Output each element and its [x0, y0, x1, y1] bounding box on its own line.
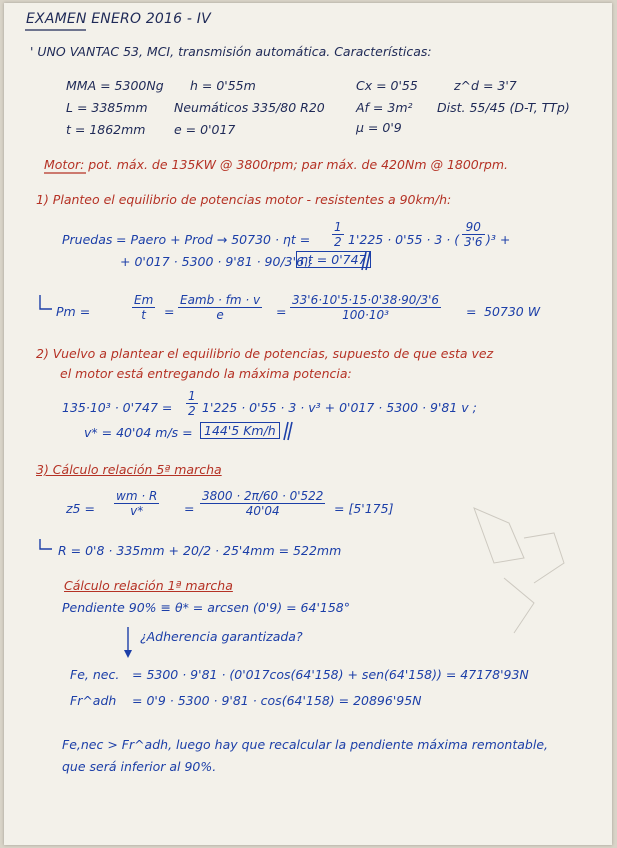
s1-pm-frac3 [290, 293, 441, 322]
s1-speed-den: 3'6 [464, 235, 483, 249]
s2-eq1-right: 1'225 · 0'55 · 3 · v³ + 0'017 · 5300 · 9'81 v ; [202, 400, 477, 415]
s3-fe-eq: = 5300 · 9'81 · (0'017cos(64'158) + sen(64'158)) = 47178'93N [132, 667, 529, 682]
s1-pm-label: Pm = [56, 304, 91, 319]
s1-pm-f2-num: Eamb · fm · v [180, 293, 261, 307]
s2-eq1-left: 135·10³ · 0'747 = [62, 400, 173, 415]
spec-e: e = 0'017 [174, 122, 236, 137]
spec-cx: Cx = 0'55 [356, 78, 418, 93]
spec-zd: z^d = 3'7 [454, 78, 517, 93]
s3-fe-label: Fe, nec. [70, 667, 120, 682]
s3-fr-eq: = 0'9 · 5300 · 9'81 · cos(64'158) = 20896'95N [132, 693, 422, 708]
s3-sub-title: Cálculo relación 1ª marcha [64, 578, 233, 593]
s3-conclusion-l1: Fe,nec > Fr^adh, luego hay que recalcular la pendiente máxima remontable, [62, 737, 548, 752]
section2-title-l2: el motor está entregando la máxima potencia: [60, 366, 352, 381]
spec-mu: μ = 0'9 [356, 120, 402, 135]
s1-eq1-left: Pruedas [62, 232, 113, 247]
s1-eq2: + 0'017 · 5300 · 9'81 · 90/3'6 ; [120, 254, 313, 269]
show-through-sketch [474, 508, 564, 633]
s1-pm-result: 50730 W [484, 304, 541, 319]
s1-pm-f1-den: t [141, 308, 146, 322]
s3-z5-f1-num: wm · R [116, 489, 158, 503]
s3-z5-f1-den: v* [130, 504, 144, 518]
exam-sheet [4, 3, 612, 845]
spec-t: t = 1862mm [66, 122, 146, 137]
s1-pm-f3-den: 100·10³ [342, 308, 389, 322]
s3-z5-f2-den: 40'04 [245, 504, 280, 518]
s3-z5-eq: = [184, 501, 195, 516]
s1-pm-frac2 [178, 293, 262, 322]
result-bar [284, 422, 288, 440]
s1-pm-f2-den: e [216, 308, 224, 322]
s1-eq1-half [332, 220, 344, 249]
spec-h: h = 0'55m [190, 78, 256, 93]
intro-line: ' UNO VANTAC 53, MCI, transmisión automática. Características: [30, 44, 432, 59]
spec-mma: MMA = 5300Ng [66, 78, 164, 93]
s1-pm-frac1 [132, 293, 155, 322]
s3-z5-result: = [5'175] [334, 501, 394, 516]
result-bar [288, 422, 292, 440]
s3-z5-label: z5 = [66, 501, 95, 516]
s3-adherencia: ¿Adherencia garantizada? [140, 629, 303, 644]
section1-title: 1) Planteo el equilibrio de potencias motor - resistentes a 90km/h: [36, 192, 452, 207]
s2-half-den: 2 [188, 404, 196, 418]
spec-neumaticos: Neumáticos 335/80 R20 [174, 100, 325, 115]
motor-line: Motor: pot. máx. de 135KW @ 3800rpm; par máx. de 420Nm @ 1800rpm. [44, 157, 508, 172]
section3-title: 3) Cálculo relación 5ª marcha [36, 462, 222, 477]
spec-l: L = 3385mm [66, 100, 148, 115]
s1-pm-f1-num: Em [134, 293, 154, 307]
s3-z5-frac1 [114, 489, 159, 518]
s1-eq1-close: )³ + [486, 232, 511, 247]
s1-half-den: 2 [334, 235, 342, 249]
s3-z5-frac2 [200, 489, 325, 518]
spec-dist: Dist. 55/45 (D-T, TTp) [437, 100, 570, 115]
s1-eq1-terms: 1'225 · 0'55 · 3 · ( [348, 232, 460, 247]
section2-title-l1: 2) Vuelvo a plantear el equilibrio de potencias, supuesto de que esta vez [36, 346, 494, 361]
adherence-arrowhead [124, 650, 132, 658]
s1-eq2-result: ηt = 0'747 [296, 251, 371, 268]
s2-half-num: 1 [188, 389, 196, 403]
s2-eq2-result: 144'5 Km/h [200, 422, 280, 439]
s3-z5-f2-num: 3800 · 2π/60 · 0'522 [202, 489, 324, 503]
s1-speed-num: 90 [462, 220, 485, 235]
s1-pm-f3-num: 33'6·10'5·15·0'38·90/3'6 [292, 293, 440, 307]
s1-pm-eq-a: = [164, 304, 175, 319]
exam-title: EXAMEN ENERO 2016 - IV [26, 11, 211, 27]
s3-pendiente: Pendiente 90% ≡ θ* = arcsen (0'9) = 64'158° [62, 600, 350, 615]
s1-half-num: 1 [334, 220, 342, 234]
s3-conclusion-l2: que será inferior al 90%. [62, 759, 217, 774]
arrow-r [40, 539, 52, 549]
s1-pm-eq-b: = [276, 304, 287, 319]
s2-eq2-left: v* = 40'04 m/s = [84, 425, 193, 440]
s2-eq1-half [186, 389, 198, 418]
s3-r-line: R = 0'8 · 335mm + 20/2 · 25'4mm = 522mm [58, 543, 342, 558]
s1-pm-eq-c: = [466, 304, 477, 319]
arrow-pm [40, 295, 52, 309]
s1-eq1-speed-frac [462, 220, 485, 249]
spec-af: Af = 3m² [356, 100, 413, 115]
s1-eq1-mid: = Paero + Prod → 50730 · ηt = [116, 232, 311, 247]
s3-fr-label: Fr^adh [70, 693, 117, 708]
